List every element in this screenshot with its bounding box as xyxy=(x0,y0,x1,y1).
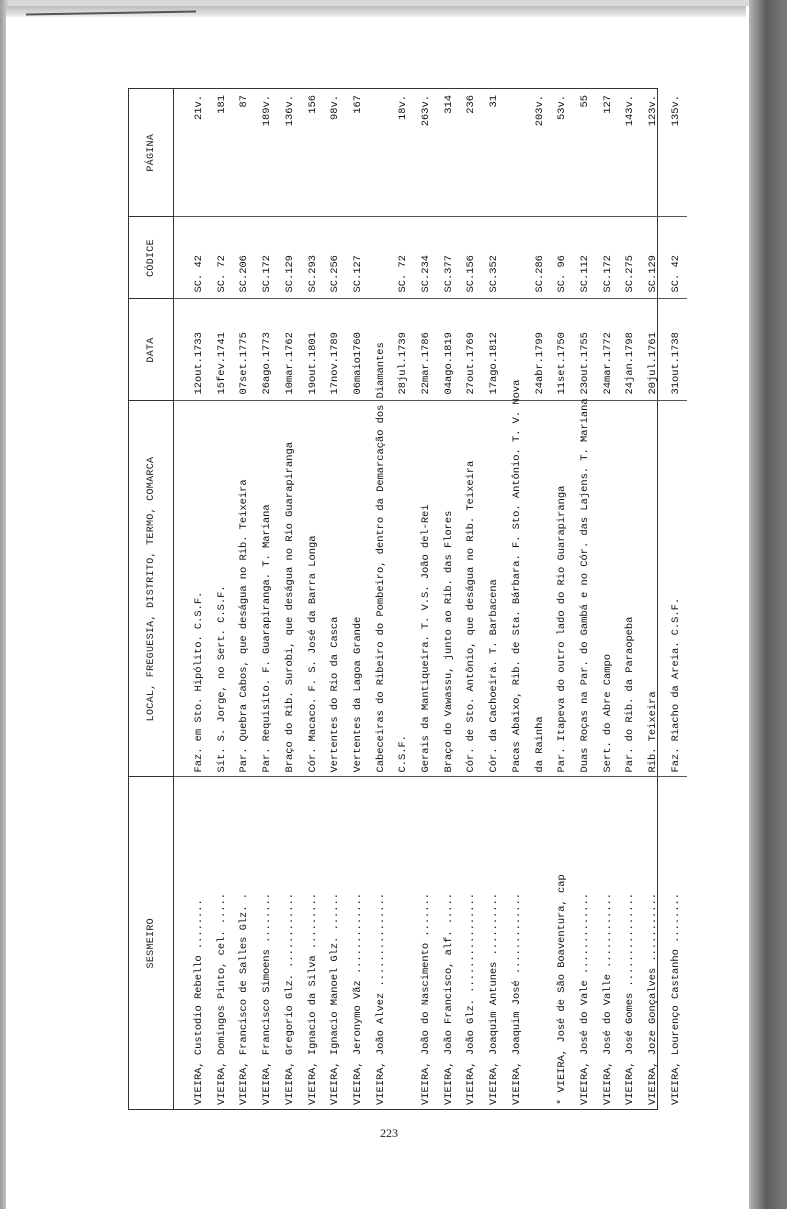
table-row xyxy=(256,89,279,1109)
cell-data: 24abr.1799 xyxy=(529,299,552,401)
book-spine-shadow xyxy=(749,0,787,1209)
cell-local: Par. Itapeva do outro lado do Rio Guarapiranga xyxy=(551,401,574,777)
cell-codice: SC.129 xyxy=(279,217,302,299)
table-row xyxy=(438,89,461,1109)
cell-data: 31out.1738 xyxy=(665,299,688,401)
cell-pagina xyxy=(370,89,393,217)
table-row xyxy=(233,89,256,1109)
cell-sesmeiro: VIEIRA, João do Nascimento ....... xyxy=(415,777,438,1109)
cell-data: 28jul.1739 xyxy=(392,299,415,401)
cell-codice: SC.127 xyxy=(347,217,370,299)
cell-local: Cór. Macaco. F. S. José da Barra Longa xyxy=(302,401,325,777)
cell-sesmeiro: VIEIRA, José Gomes ............... xyxy=(619,777,642,1109)
cell-pagina: 156 xyxy=(306,95,319,114)
cell-data: 24jan.1798 xyxy=(619,299,642,401)
cell-sesmeiro: VIEIRA, Francisco Simoens ........ xyxy=(256,777,279,1109)
cell-local: Sít. S. Jorge, no Sert. C.S.F. xyxy=(211,401,234,777)
cell-local: Cór. da Cachoeira. T. Barbacena xyxy=(483,401,506,777)
cell-pagina: 143v. xyxy=(624,95,637,127)
table-row xyxy=(302,89,325,1109)
cell-codice: SC.234 xyxy=(415,217,438,299)
cell-sesmeiro: VIEIRA, Joaquim Antunes .......... xyxy=(483,777,506,1109)
table-row xyxy=(529,89,552,1109)
cell-codice: SC.352 xyxy=(483,217,506,299)
table-row xyxy=(483,89,506,1109)
cell-local: Braço do Rib. Surobi, que deságua no Rio Guarapiranga xyxy=(279,401,302,777)
cell-codice xyxy=(506,217,529,299)
cell-sesmeiro: * VIEIRA, José de São Boaventura, cap xyxy=(551,777,574,1109)
cell-codice: SC.172 xyxy=(256,217,279,299)
table-row xyxy=(347,89,370,1109)
cell-sesmeiro: VIEIRA, João Alvez ............... xyxy=(370,777,393,1109)
cell-local: da Rainha xyxy=(529,401,552,777)
header-pagina: PÁGINA xyxy=(129,89,174,217)
cell-codice: SC.377 xyxy=(438,217,461,299)
cell-sesmeiro: VIEIRA, João Glz. ................ xyxy=(460,777,483,1109)
table-row xyxy=(279,89,302,1109)
cell-pagina: 87 xyxy=(238,95,251,108)
cell-pagina: 123v. xyxy=(647,95,660,127)
cell-data: 17nov.1789 xyxy=(324,299,347,401)
cell-local: Braço do Vawassu, junto ao Rib. das Flores xyxy=(438,401,461,777)
cell-codice: SC.156 xyxy=(460,217,483,299)
cell-data: 10mar.1762 xyxy=(279,299,302,401)
cell-pagina: 127 xyxy=(601,95,614,114)
cell-pagina: 31 xyxy=(488,95,501,108)
table-row xyxy=(392,89,415,1109)
table-header xyxy=(129,89,174,1109)
cell-local: Rib. Teixeira xyxy=(642,401,665,777)
cell-local: Vertentes da Lagoa Grande xyxy=(347,401,370,777)
cell-sesmeiro: VIEIRA, Joze Gonçalves ........... xyxy=(642,777,665,1109)
cell-sesmeiro: VIEIRA, Ignacio Manoel Glz. ...... xyxy=(324,777,347,1109)
table-row xyxy=(574,89,597,1109)
cell-codice: SC. 72 xyxy=(211,217,234,299)
cell-local: Duas Roças na Par. do Gambá e no Cór. das Lajens. T. Mariana xyxy=(574,401,597,777)
cell-codice: SC. 42 xyxy=(188,217,211,299)
cell-sesmeiro: VIEIRA, Gregorio Glz. ............ xyxy=(279,777,302,1109)
cell-pagina: 189v. xyxy=(261,95,274,127)
table-row xyxy=(665,89,688,1109)
cell-local: Par. Requisito. F. Guarapiranga. T. Mariana xyxy=(256,401,279,777)
cell-data: 06maio1760 xyxy=(347,299,370,401)
table-row xyxy=(619,89,642,1109)
cell-pagina: 236 xyxy=(465,95,478,114)
cell-pagina: 21v. xyxy=(193,95,205,120)
cell-codice: SC. 42 xyxy=(665,217,688,299)
cell-pagina: 314 xyxy=(442,95,455,114)
cell-pagina: 181 xyxy=(215,95,228,114)
cell-codice: SC.172 xyxy=(597,217,620,299)
cell-data: 11set.1750 xyxy=(551,299,574,401)
cell-sesmeiro xyxy=(392,777,415,1109)
cell-data: 27out.1769 xyxy=(460,299,483,401)
cell-sesmeiro: VIEIRA, Jeronymo Vãz ............. xyxy=(347,777,370,1109)
cell-sesmeiro: VIEIRA, José do Vale ............. xyxy=(574,777,597,1109)
cell-codice: SC.112 xyxy=(574,217,597,299)
cell-local: Faz. em Sto. Hipólito. C.S.F. xyxy=(188,401,211,777)
cell-pagina xyxy=(506,89,529,217)
cell-pagina: 135v. xyxy=(669,95,682,127)
cell-codice: SC.129 xyxy=(642,217,665,299)
sesmarias-table xyxy=(129,89,687,1109)
cell-sesmeiro: VIEIRA, Domingos Pinto, cel. ..... xyxy=(211,777,234,1109)
cell-codice: SC.286 xyxy=(529,217,552,299)
table-row xyxy=(211,89,234,1109)
table-row xyxy=(460,89,483,1109)
cell-local: Vertentes do Rio da Casca xyxy=(324,401,347,777)
cell-sesmeiro: VIEIRA, José do Valle ............ xyxy=(597,777,620,1109)
cell-data: 20jul.1761 xyxy=(642,299,665,401)
cell-sesmeiro: VIEIRA, Lourenço Castanho ........ xyxy=(665,777,688,1109)
sesmarias-table-container xyxy=(128,88,682,1110)
cell-codice: SC.256 xyxy=(324,217,347,299)
cell-local: Pacas Abaixo, Rib. de Sta. Bárbara. F. Sto. Antônio. T. V. Nova xyxy=(506,401,529,777)
table-row xyxy=(370,89,393,1109)
cell-local: Gerais da Mantiqueira. T. V.S. João del-Rei xyxy=(415,401,438,777)
cell-sesmeiro: VIEIRA, João Francisco, alf. ..... xyxy=(438,777,461,1109)
cell-sesmeiro: VIEIRA, Joaquim José ............. xyxy=(506,777,529,1109)
cell-pagina: 203v. xyxy=(533,95,546,127)
cell-local: Sert. do Abre Campo xyxy=(597,401,620,777)
table-row xyxy=(551,89,574,1109)
cell-data: 24mar.1772 xyxy=(597,299,620,401)
cell-data: 17ago.1812 xyxy=(483,299,506,401)
cell-data: 07set.1775 xyxy=(233,299,256,401)
cell-local: C.S.F. xyxy=(392,401,415,777)
table-spacer-row xyxy=(174,89,189,1109)
table-row xyxy=(597,89,620,1109)
cell-data: 23out.1755 xyxy=(574,299,597,401)
cell-pagina: 53v. xyxy=(556,95,569,120)
cell-codice: SC.293 xyxy=(302,217,325,299)
cell-pagina: 167 xyxy=(351,95,364,114)
cell-local: Par. do Rib. da Paraopeba xyxy=(619,401,642,777)
cell-data: 26ago.1773 xyxy=(256,299,279,401)
page-number: 223 xyxy=(380,1126,398,1140)
cell-data: 12out.1733 xyxy=(188,299,211,401)
cell-codice: SC. 96 xyxy=(551,217,574,299)
cell-data: 19out.1801 xyxy=(302,299,325,401)
cell-data: 04ago.1819 xyxy=(438,299,461,401)
cell-data: 15fev.1741 xyxy=(211,299,234,401)
cell-local: Cór. de Sto. Antônio, que deságua no Rib. Teixeira xyxy=(460,401,483,777)
cell-sesmeiro: VIEIRA, Francisco de Salles Glz. . xyxy=(233,777,256,1109)
cell-local: Cabeceiras do Ribeiro do Pombeiro, dentro da Demarcação dos Diamantes xyxy=(370,401,393,777)
cell-pagina: 263v. xyxy=(420,95,433,127)
table-row xyxy=(506,89,529,1109)
cell-sesmeiro: VIEIRA, Ignacio da Silva ......... xyxy=(302,777,325,1109)
header-codice: CÓDICE xyxy=(129,217,174,299)
cell-pagina: 136v. xyxy=(283,95,296,127)
table-body xyxy=(174,89,688,1109)
cell-local: Faz. Riacho da Areia. C.S.F. xyxy=(665,401,688,777)
header-local: LOCAL, FREGUESIA, DISTRITO, TERMO, COMARCA xyxy=(129,401,174,777)
header-data: DATA xyxy=(129,299,174,401)
header-sesmeiro: SESMEIRO xyxy=(129,777,174,1109)
table-row xyxy=(642,89,665,1109)
cell-pagina: 98v. xyxy=(329,95,342,120)
cell-sesmeiro xyxy=(529,777,552,1109)
table-row xyxy=(324,89,347,1109)
cell-codice xyxy=(370,217,393,299)
cell-data: 22mar.1786 xyxy=(415,299,438,401)
table-row xyxy=(415,89,438,1109)
cell-local: Par. Quebra Cabos, que deságua no Rib. Teixeira xyxy=(233,401,256,777)
cell-sesmeiro: VIEIRA, Custodio Rebello ........ xyxy=(188,777,211,1109)
cell-pagina: 18v. xyxy=(397,95,410,120)
cell-codice: SC.275 xyxy=(619,217,642,299)
table-row xyxy=(188,89,211,1109)
cell-codice: SC. 72 xyxy=(392,217,415,299)
cell-pagina: 55 xyxy=(578,95,591,108)
cell-codice: SC.206 xyxy=(233,217,256,299)
